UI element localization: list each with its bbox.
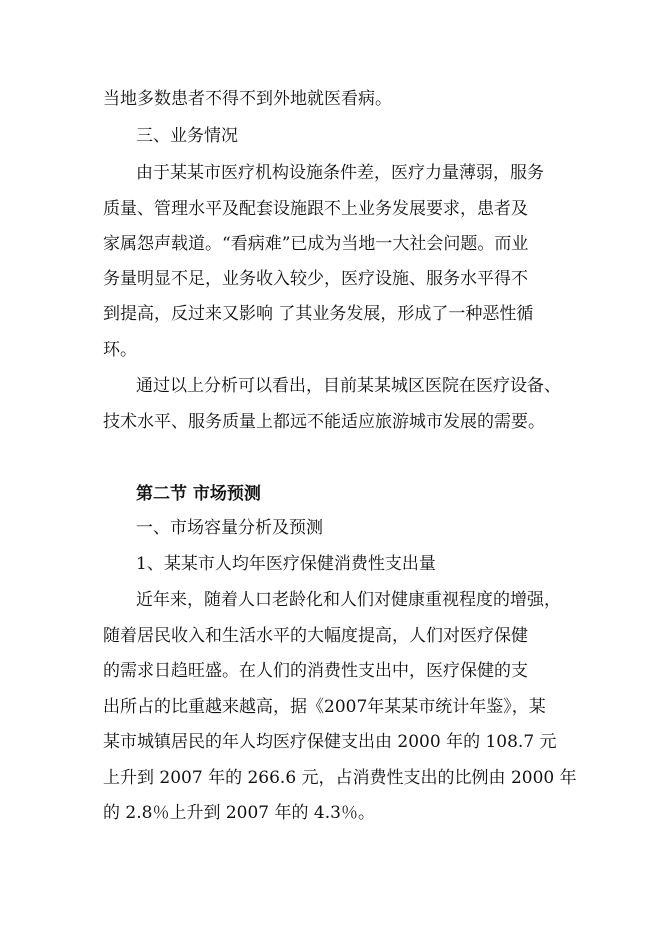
paragraph-1-line-5: 到提高，反过来又影响 了其业务发展，形成了一种恶性循 xyxy=(103,304,534,324)
paragraph-2-line-1: 通过以上分析可以看出，目前某某城区医院在医疗设备、 xyxy=(136,376,561,396)
paragraph-3-line-1: 近年来，随着人口老龄化和人们对健康重视程度的增强， xyxy=(136,590,561,610)
paragraph-3-line-3: 的需求日趋旺盛。在人们的消费性支出中，医疗保健的支 xyxy=(103,661,528,681)
paragraph-3-line-4: 出所占的比重越来越高，据《2007年某某市统计年鉴》，某 xyxy=(103,697,546,717)
paragraph-3-line-7: 的 2.8％上升到 2007 年的 4.3％。 xyxy=(103,803,375,823)
paragraph-1-line-6: 环。 xyxy=(103,340,137,360)
text-line-continuation: 当地多数患者不得不到外地就医看病。 xyxy=(103,89,392,109)
subheading-market-capacity: 一、市场容量分析及预测 xyxy=(136,518,323,538)
paragraph-1-line-1: 由于某某市医疗机构设施条件差，医疗力量薄弱，服务 xyxy=(136,163,544,183)
paragraph-3-line-5: 某市城镇居民的年人均医疗保健支出由 2000 年的 108.7 元 xyxy=(103,732,557,752)
paragraph-1-line-4: 务量明显不足，业务收入较少，医疗设施、服务水平得不 xyxy=(103,269,528,289)
paragraph-3-line-6: 上升到 2007 年的 266.6 元，占消费性支出的比例由 2000 年 xyxy=(103,768,577,788)
paragraph-2-line-2: 技术水平、服务质量上都远不能适应旅游城市发展的需要。 xyxy=(103,412,545,432)
section-title-market-forecast: 第二节 市场预测 xyxy=(136,484,261,504)
paragraph-3-line-2: 随着居民收入和生活水平的大幅度提高，人们对医疗保健 xyxy=(103,626,528,646)
paragraph-1-line-2: 质量、管理水平及配套设施跟不上业务发展要求，患者及 xyxy=(103,199,528,219)
paragraph-1-line-3: 家属怨声载道。“看病难”已成为当地一大社会问题。而业 xyxy=(103,234,529,254)
subheading-per-capita-spending: 1、某某市人均年医疗保健消费性支出量 xyxy=(136,554,436,574)
section-heading-business: 三、业务情况 xyxy=(136,126,238,146)
